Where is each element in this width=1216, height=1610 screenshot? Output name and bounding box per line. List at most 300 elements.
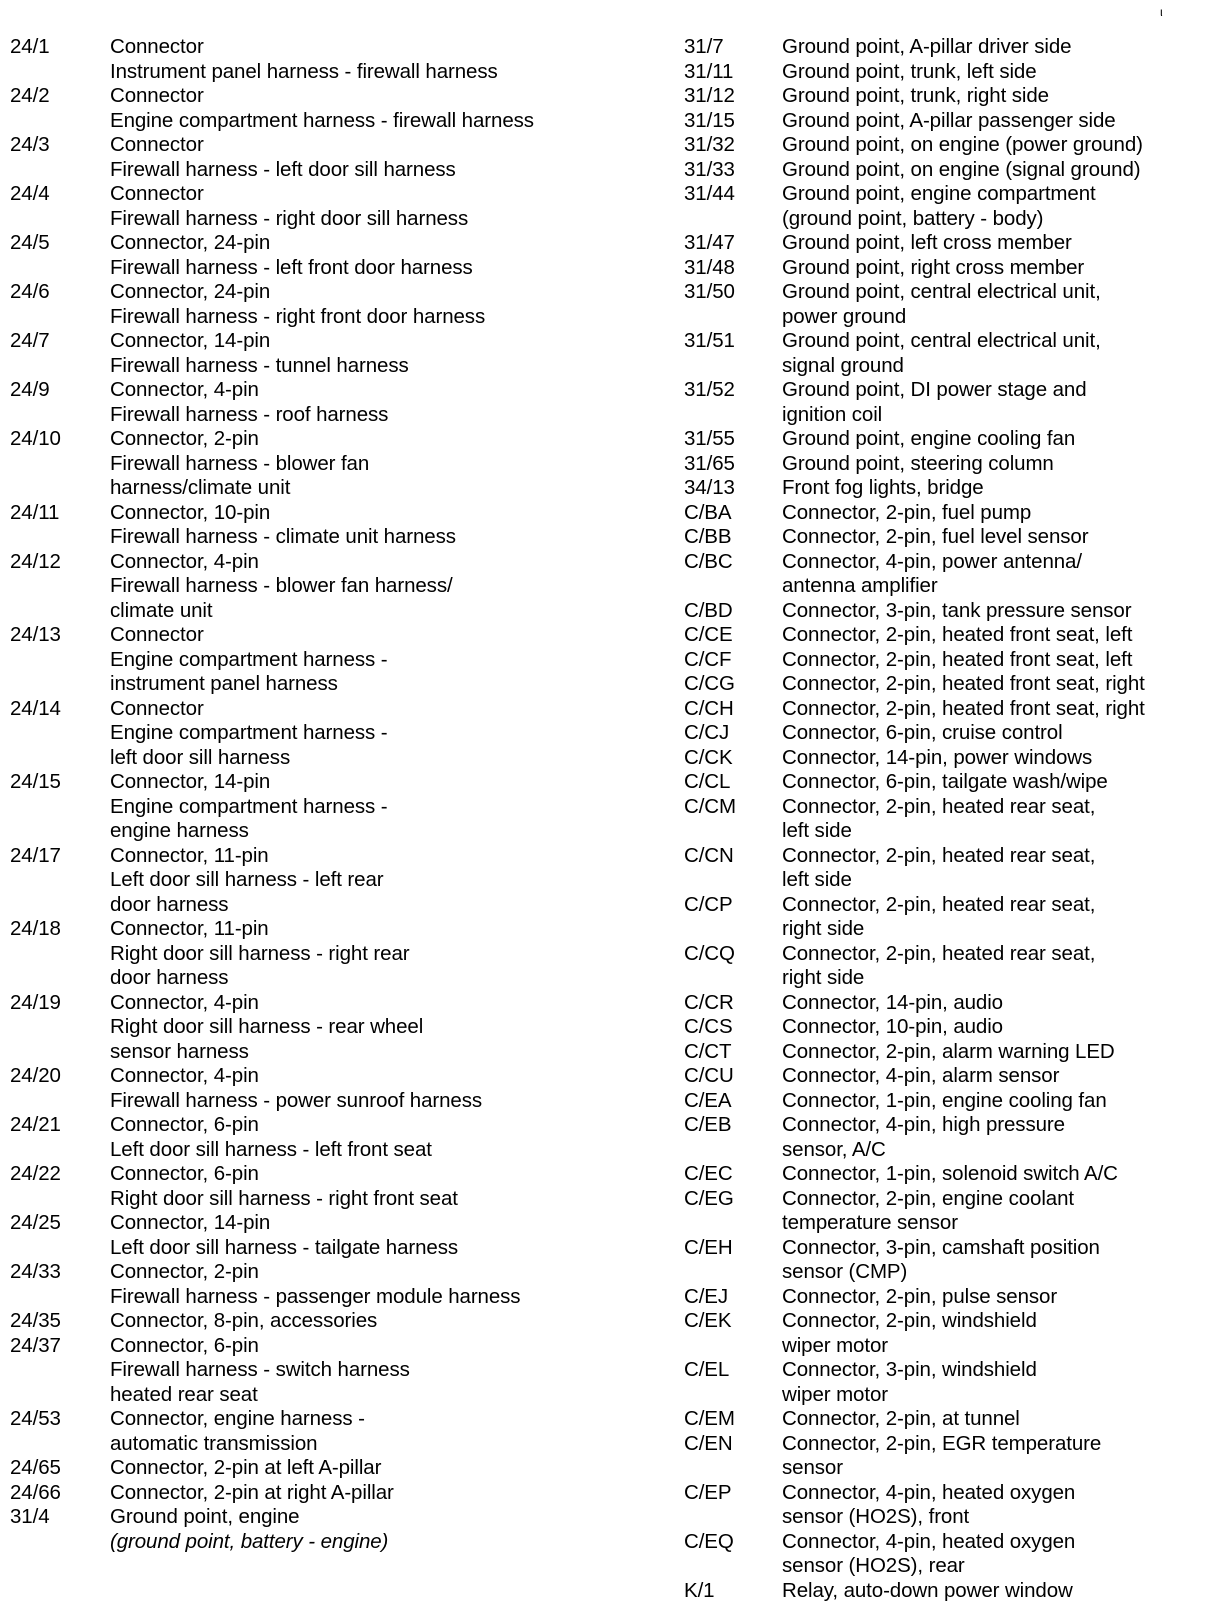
description-line: Firewall harness - right door sill harness — [110, 206, 469, 230]
description-line: Connector — [110, 133, 204, 156]
entry-description — [782, 501, 1031, 526]
description-line: Firewall harness - left door sill harness — [110, 157, 456, 181]
entry-description — [782, 844, 1095, 893]
entry-code: C/CN — [684, 843, 734, 867]
description-line: Connector — [110, 84, 204, 107]
entry-code: C/CE — [684, 623, 733, 646]
description-line: Connector, 1-pin, engine cooling fan — [782, 1088, 1107, 1112]
legend-entry — [684, 35, 1145, 60]
entry-description — [782, 1285, 1057, 1310]
entry-code: C/EL — [684, 1358, 730, 1381]
entry-code: 24/25 — [10, 1211, 61, 1234]
entry-code: 24/65 — [10, 1456, 61, 1479]
entry-description — [782, 991, 1003, 1016]
entry-description — [782, 1407, 1020, 1432]
entry-description — [110, 329, 409, 378]
entry-description — [782, 770, 1108, 795]
entry-description — [110, 623, 388, 697]
legend-entry — [684, 991, 1145, 1016]
entry-description — [782, 329, 1101, 378]
entry-description — [110, 378, 388, 427]
entry-description — [110, 697, 388, 771]
description-line: Connector, 14-pin — [110, 329, 271, 352]
description-line: Left door sill harness - left rear — [110, 868, 384, 891]
entry-description — [110, 1113, 432, 1162]
entry-code: 31/52 — [684, 378, 735, 401]
legend-entry — [10, 1162, 534, 1211]
entry-description — [110, 917, 409, 991]
legend-entry — [10, 917, 534, 991]
description-line: Engine compartment harness - — [110, 647, 388, 671]
description-line: Engine compartment harness - firewall harness — [110, 108, 534, 132]
entry-description — [782, 182, 1096, 231]
description-line: left side — [782, 819, 852, 842]
entry-description — [782, 1040, 1115, 1065]
description-line: Connector, 6-pin, cruise control — [782, 721, 1063, 744]
entry-code: 24/19 — [10, 990, 61, 1014]
entry-description — [110, 1334, 410, 1408]
description-line: Connector, 6-pin — [110, 1113, 259, 1136]
description-line: Connector, 2-pin at left A-pillar — [110, 1456, 382, 1479]
description-line: instrument panel harness — [110, 672, 338, 695]
description-line: Connector, 2-pin, heated rear seat, — [782, 794, 1096, 818]
entry-description — [110, 1211, 458, 1260]
description-line: Connector, 6-pin — [110, 1162, 259, 1185]
description-line: Connector, 4-pin — [110, 549, 259, 573]
description-line: Connector, 10-pin — [110, 500, 271, 524]
description-line: Connector — [110, 696, 204, 720]
legend-entry — [684, 329, 1145, 378]
legend-entry — [684, 770, 1145, 795]
entry-code: C/EK — [684, 1309, 732, 1332]
entry-description — [782, 795, 1095, 844]
description-line: Firewall harness - blower fan harness/ — [110, 574, 453, 597]
entry-code: 24/11 — [10, 500, 60, 524]
legend-entry — [684, 158, 1145, 183]
entry-description — [782, 1481, 1075, 1530]
description-line: Ground point, on engine (power ground) — [782, 133, 1143, 156]
legend-entry — [10, 1407, 534, 1456]
entry-description — [782, 648, 1132, 673]
description-line: Right door sill harness - right rear — [110, 941, 410, 965]
description-line: Connector, 2-pin, heated rear seat, — [782, 843, 1096, 867]
legend-entry — [684, 1432, 1145, 1481]
entry-code: C/CU — [684, 1064, 734, 1087]
entry-description — [782, 133, 1143, 158]
description-line: Connector, 4-pin — [110, 1064, 259, 1087]
legend-entry — [684, 795, 1145, 844]
legend-entry — [10, 501, 534, 550]
entry-description — [782, 1162, 1118, 1187]
entry-description — [110, 1407, 365, 1456]
description-line: Connector, 11-pin — [110, 917, 269, 940]
legend-entry — [684, 476, 1145, 501]
entry-code: C/EG — [684, 1186, 734, 1210]
entry-description — [110, 133, 456, 182]
description-line: Ground point, central electrical unit, — [782, 280, 1101, 303]
legend-entry — [10, 1211, 534, 1260]
legend-entry — [684, 1236, 1145, 1285]
legend-entry — [684, 256, 1145, 281]
legend-entry — [684, 746, 1145, 771]
legend-entry — [684, 1040, 1145, 1065]
entry-code: 31/47 — [684, 231, 735, 254]
description-line: Connector, 2-pin, windshield — [782, 1309, 1037, 1332]
entry-code: 24/12 — [10, 549, 61, 573]
description-line: ignition coil — [782, 402, 883, 426]
legend-entry — [10, 427, 534, 501]
description-line: Connector, 14-pin — [110, 770, 271, 793]
description-line: (ground point, battery - body) — [782, 206, 1044, 230]
legend-entry — [10, 697, 534, 771]
entry-description — [110, 1481, 394, 1506]
description-line: Connector, 2-pin, at tunnel — [782, 1407, 1020, 1430]
legend-entry — [10, 1113, 534, 1162]
description-line: Connector, 2-pin, EGR temperature — [782, 1431, 1102, 1455]
entry-code: C/CM — [684, 794, 736, 818]
description-line: Connector, 1-pin, solenoid switch A/C — [782, 1162, 1118, 1185]
description-line: door harness — [110, 966, 229, 989]
legend-entry — [684, 1481, 1145, 1530]
description-line: harness/climate unit — [110, 476, 291, 499]
entry-description — [782, 1064, 1059, 1089]
entry-description — [782, 427, 1075, 452]
description-line: Engine compartment harness - — [110, 794, 388, 818]
entry-description — [110, 770, 388, 844]
entry-description — [110, 427, 369, 501]
entry-description — [782, 1236, 1100, 1285]
description-line: Connector, 24-pin — [110, 280, 271, 303]
description-line: Firewall harness - tunnel harness — [110, 353, 409, 377]
entry-description — [782, 721, 1063, 746]
description-line: Ground point, A-pillar driver side — [782, 35, 1072, 58]
legend-entry — [684, 697, 1145, 722]
legend-entry — [10, 770, 534, 844]
entry-code: 24/21 — [10, 1113, 61, 1136]
legend-entry — [684, 1285, 1145, 1310]
description-line: Connector, 14-pin, audio — [782, 990, 1003, 1014]
legend-entry — [684, 893, 1145, 942]
entry-description — [110, 182, 468, 231]
description-line: Connector, 14-pin — [110, 1211, 271, 1234]
entry-description — [782, 231, 1072, 256]
entry-description — [782, 1358, 1037, 1407]
entry-code: 31/48 — [684, 255, 735, 279]
entry-description — [782, 1432, 1101, 1481]
legend-entry — [684, 1579, 1145, 1604]
entry-description — [110, 1309, 377, 1334]
description-line: Connector, 2-pin, heated front seat, right — [782, 696, 1145, 720]
description-line: sensor harness — [110, 1039, 249, 1063]
entry-description — [782, 1309, 1037, 1358]
description-line: Connector, 6-pin, tailgate wash/wipe — [782, 770, 1108, 793]
entry-description — [782, 746, 1092, 771]
entry-code: C/EJ — [684, 1284, 729, 1308]
description-line: Connector, 2-pin, fuel level sensor — [782, 525, 1089, 548]
entry-description — [110, 280, 485, 329]
entry-description — [110, 844, 383, 918]
legend-entry — [684, 84, 1145, 109]
description-line: Right door sill harness - right front seat — [110, 1186, 458, 1210]
legend-entry — [10, 1260, 534, 1309]
description-line: (ground point, battery - engine) — [110, 1529, 389, 1553]
legend-entry — [10, 84, 534, 133]
corner-mark: ι — [1160, 5, 1163, 19]
description-line: Instrument panel harness - firewall harness — [110, 59, 498, 83]
description-line: Firewall harness - climate unit harness — [110, 525, 456, 548]
entry-description — [782, 280, 1101, 329]
description-line: Connector, 8-pin, accessories — [110, 1309, 378, 1332]
description-line: Connector, 4-pin, high pressure — [782, 1113, 1065, 1136]
legend-entry — [10, 182, 534, 231]
description-line: Ground point, engine — [110, 1505, 300, 1528]
description-line: Firewall harness - right front door harness — [110, 304, 486, 328]
description-line: Firewall harness - left front door harness — [110, 255, 473, 279]
description-line: Connector, 2-pin, heated front seat, left — [782, 647, 1133, 671]
legend-entry — [684, 844, 1145, 893]
entry-description — [782, 476, 984, 501]
entry-description — [782, 378, 1087, 427]
entry-code: 24/10 — [10, 427, 61, 450]
entry-code: C/CR — [684, 990, 734, 1014]
entry-code: C/BA — [684, 500, 732, 524]
entry-code: C/CT — [684, 1039, 732, 1063]
entry-code: C/CL — [684, 770, 731, 793]
entry-code: C/EQ — [684, 1529, 734, 1553]
entry-code: C/EH — [684, 1235, 733, 1259]
description-line: Connector, 2-pin, alarm warning LED — [782, 1039, 1115, 1063]
description-line: Front fog lights, bridge — [782, 476, 984, 499]
legend-entry — [684, 1089, 1145, 1114]
legend-entry — [684, 721, 1145, 746]
legend-entry — [684, 672, 1145, 697]
entry-code: C/CK — [684, 745, 733, 769]
legend-entry — [10, 1309, 534, 1334]
entry-code: 24/20 — [10, 1064, 61, 1087]
entry-code: C/CJ — [684, 721, 730, 744]
entry-code: 24/5 — [10, 231, 50, 254]
entry-code: 24/7 — [10, 329, 50, 352]
entry-description — [782, 158, 1141, 183]
entry-code: 31/7 — [684, 35, 724, 58]
legend-entry — [684, 648, 1145, 673]
legend-entry — [10, 280, 534, 329]
entry-code: C/BD — [684, 598, 733, 622]
entry-code: 24/35 — [10, 1309, 61, 1332]
entry-description — [782, 452, 1054, 477]
legend-entry — [684, 1015, 1145, 1040]
entry-code: 24/9 — [10, 378, 50, 401]
description-line: Connector, 2-pin, heated rear seat, — [782, 941, 1096, 965]
entry-code: 24/66 — [10, 1480, 61, 1504]
entry-code: 24/4 — [10, 182, 50, 205]
description-line: temperature sensor — [782, 1211, 958, 1234]
legend-entry — [684, 133, 1145, 158]
entry-description — [782, 84, 1049, 109]
description-line: Ground point, A-pillar passenger side — [782, 108, 1116, 132]
description-line: sensor (CMP) — [782, 1260, 908, 1283]
entry-description — [110, 1456, 381, 1481]
entry-code: 31/32 — [684, 133, 735, 156]
description-line: sensor (HO2S), front — [782, 1505, 970, 1528]
entry-code: K/1 — [684, 1578, 715, 1602]
description-line: engine harness — [110, 819, 249, 842]
description-line: Connector — [110, 182, 204, 205]
legend-entry — [684, 378, 1145, 427]
description-line: Ground point, trunk, left side — [782, 59, 1037, 83]
description-line: Ground point, right cross member — [782, 255, 1085, 279]
description-line: left door sill harness — [110, 745, 291, 769]
entry-code: 31/50 — [684, 280, 735, 303]
description-line: Right door sill harness - rear wheel — [110, 1015, 424, 1038]
description-line: signal ground — [782, 353, 904, 377]
description-line: sensor (HO2S), rear — [782, 1554, 965, 1577]
entry-description — [782, 697, 1145, 722]
entry-code: C/BC — [684, 549, 733, 573]
legend-entry — [684, 109, 1145, 134]
legend-entry — [684, 1530, 1145, 1579]
entry-description — [782, 109, 1116, 134]
entry-description — [782, 60, 1037, 85]
entry-description — [110, 1162, 458, 1211]
entry-code: 24/2 — [10, 84, 50, 107]
entry-description — [110, 35, 498, 84]
legend-entry — [684, 550, 1145, 599]
description-line: Firewall harness - blower fan — [110, 451, 370, 475]
description-line: door harness — [110, 892, 229, 916]
entry-code: 24/18 — [10, 917, 61, 940]
legend-entry — [684, 1407, 1145, 1432]
description-line: Connector, 6-pin — [110, 1333, 259, 1357]
entry-code: C/EA — [684, 1088, 732, 1112]
entry-code: C/CP — [684, 892, 733, 916]
description-line: Connector, 2-pin at right A-pillar — [110, 1480, 394, 1504]
legend-entry — [10, 991, 534, 1065]
description-line: Connector, 14-pin, power windows — [782, 745, 1093, 769]
description-line: automatic transmission — [110, 1431, 318, 1455]
entry-code: C/CG — [684, 672, 735, 695]
entry-code: C/CF — [684, 647, 732, 671]
entry-description — [782, 525, 1088, 550]
legend-entry — [10, 378, 534, 427]
description-line: Ground point, left cross member — [782, 231, 1072, 254]
entry-description — [782, 550, 1082, 599]
entry-code: C/EM — [684, 1407, 735, 1430]
description-line: Ground point, engine cooling fan — [782, 427, 1076, 450]
description-line: Relay, auto-down power window — [782, 1578, 1073, 1602]
description-line: Firewall harness - switch harness — [110, 1358, 410, 1381]
entry-code: 31/12 — [684, 84, 735, 107]
legend-entry — [684, 599, 1145, 624]
entry-description — [782, 1579, 1073, 1604]
entry-code: 31/11 — [684, 59, 734, 83]
description-line: Connector, 4-pin, power antenna/ — [782, 549, 1082, 573]
legend-entry — [10, 550, 534, 624]
entry-code: 31/65 — [684, 451, 735, 475]
entry-code: 34/13 — [684, 476, 735, 499]
left-column — [10, 35, 534, 1554]
description-line: Connector, 4-pin — [110, 990, 259, 1014]
entry-description — [782, 1113, 1065, 1162]
description-line: Connector, 2-pin, pulse sensor — [782, 1284, 1058, 1308]
description-line: power ground — [782, 304, 907, 328]
description-line: Connector, 3-pin, windshield — [782, 1358, 1037, 1381]
entry-code: 24/37 — [10, 1333, 61, 1357]
legend-entry — [684, 501, 1145, 526]
entry-code: 31/51 — [684, 329, 735, 352]
entry-description — [782, 1187, 1074, 1236]
description-line: Connector, 10-pin, audio — [782, 1015, 1003, 1038]
entry-code: C/CS — [684, 1015, 733, 1038]
description-line: heated rear seat — [110, 1382, 258, 1406]
legend-entry — [684, 427, 1145, 452]
entry-code: 31/55 — [684, 427, 735, 450]
legend-entry — [684, 942, 1145, 991]
description-line: Connector, 2-pin — [110, 1260, 259, 1283]
legend-entry — [684, 452, 1145, 477]
description-line: Connector — [110, 623, 204, 646]
description-line: sensor, A/C — [782, 1137, 886, 1161]
legend-entry — [684, 231, 1145, 256]
legend-entry — [10, 1334, 534, 1408]
legend-entry — [10, 844, 534, 918]
description-line: Left door sill harness - tailgate harness — [110, 1235, 459, 1259]
description-line: Connector — [110, 35, 204, 58]
entry-description — [110, 1260, 520, 1309]
description-line: wiper motor — [782, 1333, 888, 1357]
entry-description — [782, 599, 1131, 624]
entry-code: 24/15 — [10, 770, 61, 793]
entry-code: C/BB — [684, 525, 732, 548]
entry-description — [782, 1089, 1107, 1114]
entry-code: C/CQ — [684, 941, 735, 965]
description-line: left side — [782, 868, 852, 891]
legend-entry — [684, 1064, 1145, 1089]
entry-code: C/EP — [684, 1480, 732, 1504]
entry-description — [110, 991, 423, 1065]
description-line: sensor — [782, 1456, 843, 1479]
entry-code: 24/17 — [10, 843, 61, 867]
legend-entry — [10, 329, 534, 378]
entry-description — [782, 1530, 1075, 1579]
legend-entry — [10, 231, 534, 280]
description-line: Connector, 2-pin, heated rear seat, — [782, 892, 1096, 916]
legend-entry — [684, 525, 1145, 550]
entry-description — [110, 1064, 482, 1113]
entry-description — [782, 893, 1095, 942]
description-line: Connector, 2-pin, heated front seat, right — [782, 672, 1145, 695]
legend-entry — [10, 1481, 534, 1506]
legend-entry — [10, 1505, 534, 1554]
entry-code: 24/33 — [10, 1260, 61, 1283]
legend-entry — [684, 280, 1145, 329]
description-line: Connector, 4-pin — [110, 378, 259, 401]
legend-entry — [10, 35, 534, 84]
description-line: Connector, engine harness - — [110, 1407, 365, 1430]
description-line: wiper motor — [782, 1382, 888, 1406]
description-line: right side — [782, 917, 865, 940]
description-line: Engine compartment harness - — [110, 721, 388, 744]
description-line: climate unit — [110, 598, 213, 622]
description-line: Connector, 3-pin, camshaft position — [782, 1235, 1100, 1259]
description-line: Connector, 4-pin, heated oxygen — [782, 1480, 1076, 1504]
entry-description — [110, 1505, 388, 1554]
description-line: Ground point, on engine (signal ground) — [782, 157, 1141, 181]
legend-entry — [684, 1162, 1145, 1187]
legend-entry — [10, 1064, 534, 1113]
description-line: Connector, 4-pin, heated oxygen — [782, 1529, 1076, 1553]
right-column — [684, 35, 1145, 1603]
